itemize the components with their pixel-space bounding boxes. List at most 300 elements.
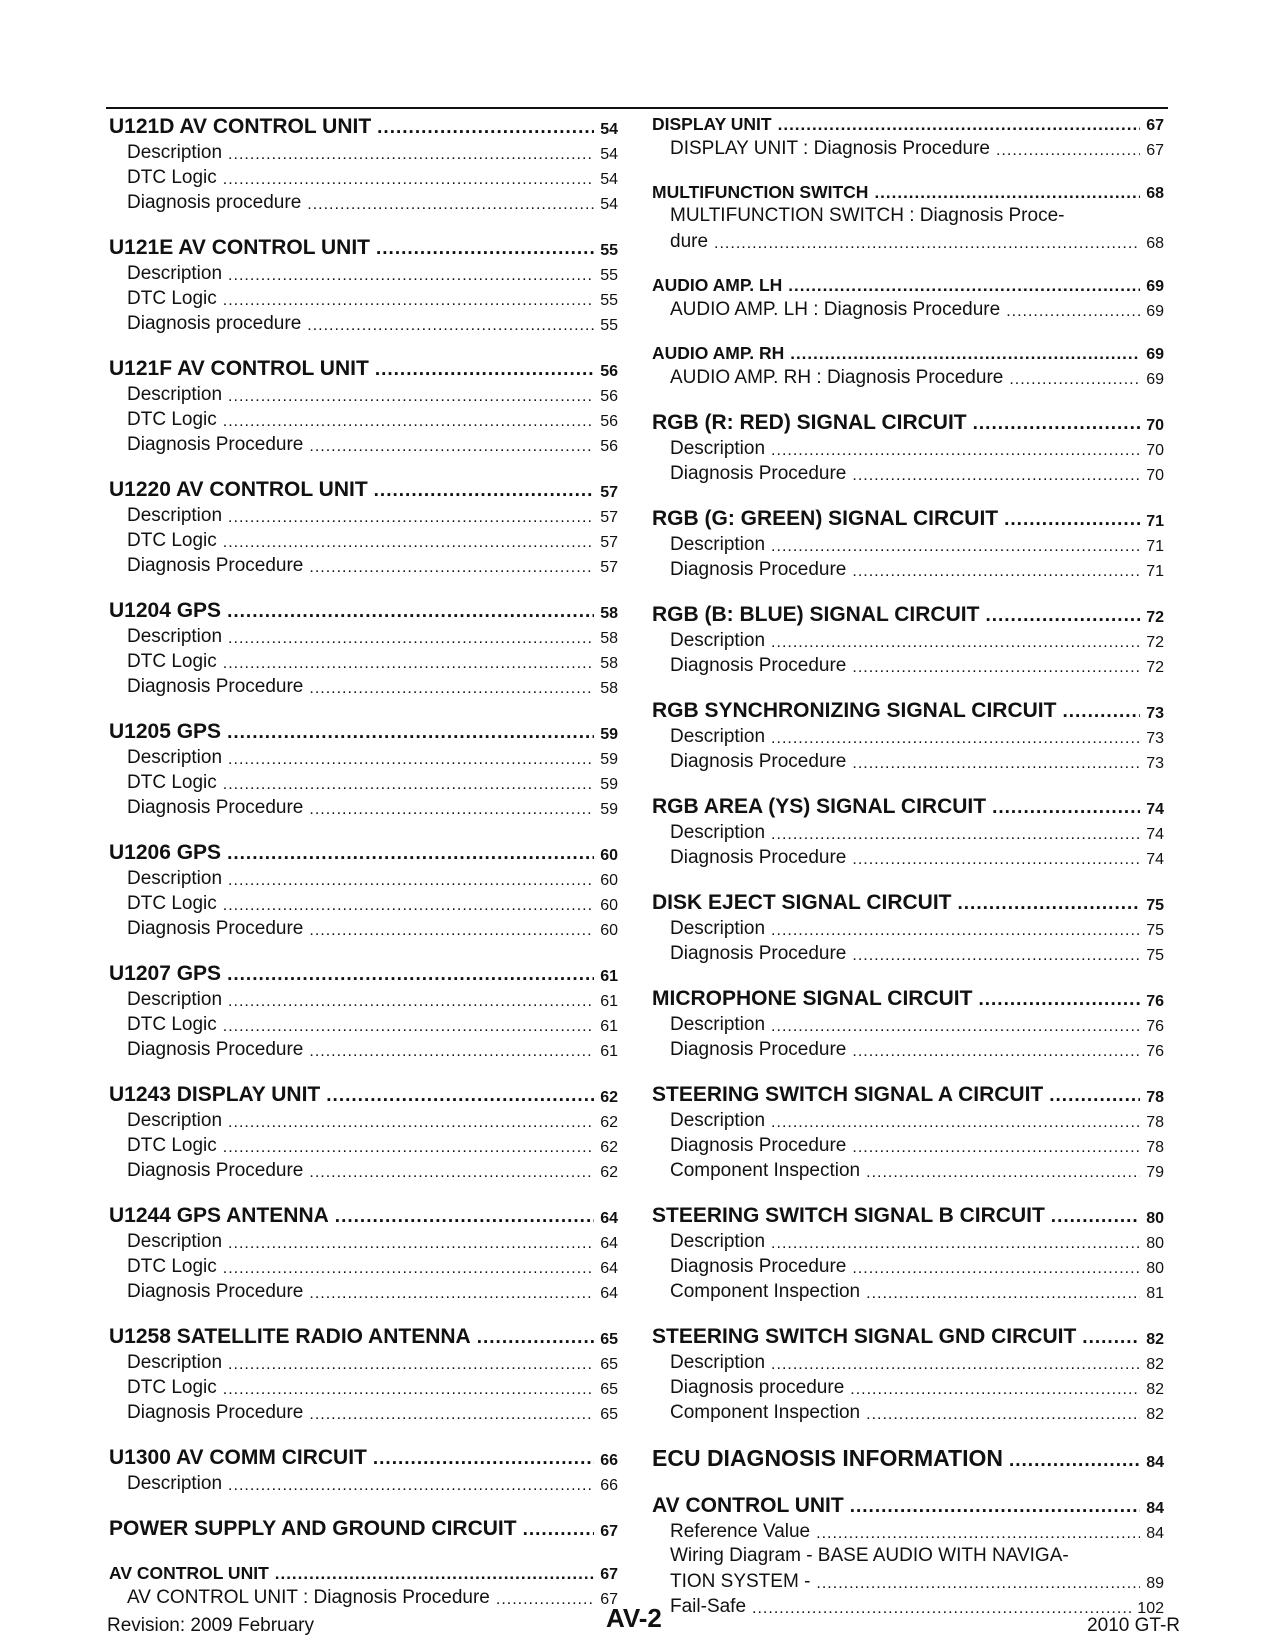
toc-page-number: 80 bbox=[1146, 1235, 1164, 1252]
toc-section-u1300-av-comm-circuit[interactable] bbox=[109, 1440, 618, 1470]
toc-section-u121d-av-control-unit[interactable] bbox=[109, 109, 618, 139]
dot-leader bbox=[228, 1114, 594, 1132]
toc-subentry[interactable] bbox=[109, 1036, 618, 1061]
toc-entry-title: TION SYSTEM - bbox=[670, 1571, 811, 1592]
toc-entry-title: STEERING SWITCH SIGNAL GND CIRCUIT bbox=[652, 1325, 1077, 1348]
toc-subentry[interactable] bbox=[652, 1253, 1164, 1278]
toc-subentry[interactable] bbox=[652, 1518, 1164, 1543]
dot-leader bbox=[790, 344, 1140, 364]
toc-section-u1207-gps[interactable] bbox=[109, 956, 618, 986]
toc-section-u1205-gps[interactable] bbox=[109, 714, 618, 744]
dot-leader bbox=[228, 1356, 594, 1374]
toc-subentry[interactable] bbox=[652, 296, 1164, 321]
toc-section-steering-switch-signal-gnd-circuit[interactable] bbox=[652, 1319, 1164, 1349]
toc-section-av-control-unit[interactable] bbox=[652, 1488, 1164, 1518]
toc-page-number: 56 bbox=[600, 363, 618, 380]
toc-subentry[interactable] bbox=[652, 1228, 1164, 1253]
dot-leader bbox=[1009, 1450, 1140, 1472]
toc-subentry[interactable] bbox=[652, 556, 1164, 581]
toc-entry-title: Diagnosis Procedure bbox=[670, 655, 847, 676]
toc-page-number: 57 bbox=[600, 484, 618, 501]
toc-subentry[interactable] bbox=[109, 189, 618, 214]
toc-subentry[interactable] bbox=[109, 381, 618, 406]
toc-entry-title: Description bbox=[127, 1352, 223, 1373]
toc-subentry[interactable] bbox=[652, 460, 1164, 485]
toc-entry-title: Description bbox=[127, 989, 223, 1010]
toc-entry-title: Diagnosis Procedure bbox=[670, 463, 847, 484]
toc-subentry[interactable] bbox=[109, 406, 618, 431]
dot-leader bbox=[496, 1591, 594, 1609]
dot-leader bbox=[228, 993, 594, 1011]
dot-leader bbox=[335, 1206, 594, 1228]
toc-subentry[interactable] bbox=[109, 1470, 618, 1495]
toc-entry-title: Diagnosis Procedure bbox=[127, 1281, 304, 1302]
toc-entry-title: DISPLAY UNIT bbox=[652, 114, 772, 134]
dot-leader bbox=[223, 171, 594, 189]
dot-leader bbox=[309, 680, 594, 698]
toc-entry-title: Description bbox=[670, 822, 766, 843]
dot-leader bbox=[850, 1381, 1140, 1399]
toc-subentry[interactable] bbox=[652, 1036, 1164, 1061]
toc-page-number: 69 bbox=[1146, 278, 1164, 295]
dot-leader bbox=[309, 559, 594, 577]
toc-subentry[interactable] bbox=[109, 915, 618, 940]
dot-leader bbox=[223, 292, 594, 310]
toc-page-number: 72 bbox=[1146, 609, 1164, 626]
toc-section-ecu-diagnosis-information[interactable] bbox=[652, 1440, 1164, 1472]
toc-left-column bbox=[109, 109, 618, 1609]
dot-leader bbox=[307, 317, 594, 335]
toc-subentry[interactable] bbox=[109, 673, 618, 698]
toc-page-number: 67 bbox=[600, 1591, 618, 1608]
toc-page-number: 68 bbox=[1146, 185, 1164, 202]
toc-page-number: 65 bbox=[600, 1331, 618, 1348]
toc-entry-title: RGB (B: BLUE) SIGNAL CIRCUIT bbox=[652, 603, 980, 626]
dot-leader bbox=[852, 659, 1140, 677]
toc-subentry[interactable] bbox=[109, 794, 618, 819]
toc-subentry[interactable] bbox=[109, 1228, 618, 1253]
toc-page-number: 84 bbox=[1146, 1500, 1164, 1517]
toc-entry-title: Description bbox=[127, 384, 223, 405]
dot-leader bbox=[309, 1285, 594, 1303]
toc-page-number: 54 bbox=[600, 196, 618, 213]
dot-leader bbox=[1009, 371, 1140, 389]
toc-page-number: 57 bbox=[600, 559, 618, 576]
toc-entry-title: Diagnosis Procedure bbox=[670, 943, 847, 964]
toc-subentry[interactable] bbox=[109, 1107, 618, 1132]
toc-page-number: 66 bbox=[600, 1452, 618, 1469]
toc-section-audio-amp-rh[interactable] bbox=[652, 338, 1164, 364]
dot-leader bbox=[996, 142, 1140, 160]
toc-entry-title: U121D AV CONTROL UNIT bbox=[109, 115, 372, 138]
toc-entry-title: RGB SYNCHRONIZING SIGNAL CIRCUIT bbox=[652, 699, 1057, 722]
dot-leader bbox=[714, 235, 1140, 253]
toc-subentry[interactable] bbox=[109, 865, 618, 890]
toc-entry-title: U1244 GPS ANTENNA bbox=[109, 1204, 329, 1227]
toc-page-number: 65 bbox=[600, 1356, 618, 1373]
toc-subentry[interactable] bbox=[652, 364, 1164, 389]
toc-subentry[interactable] bbox=[652, 135, 1164, 160]
toc-subentry[interactable] bbox=[109, 744, 618, 769]
toc-subentry[interactable] bbox=[652, 1107, 1164, 1132]
dot-leader bbox=[978, 989, 1140, 1011]
toc-section-u1204-gps[interactable] bbox=[109, 593, 618, 623]
toc-page-number: 55 bbox=[600, 242, 618, 259]
toc-entry-title: AUDIO AMP. LH bbox=[652, 275, 783, 295]
dot-leader bbox=[992, 797, 1140, 819]
toc-page-number: 78 bbox=[1146, 1139, 1164, 1156]
toc-page-number: 54 bbox=[600, 171, 618, 188]
toc-page-number: 55 bbox=[600, 317, 618, 334]
toc-subentry[interactable] bbox=[652, 531, 1164, 556]
toc-section-microphone-signal-circuit[interactable] bbox=[652, 981, 1164, 1011]
toc-subentry[interactable] bbox=[652, 1349, 1164, 1374]
toc-entry-title: DTC Logic bbox=[127, 651, 217, 672]
toc-page-number: 69 bbox=[1146, 346, 1164, 363]
toc-entry-title: U121F AV CONTROL UNIT bbox=[109, 357, 369, 380]
toc-page-number: 62 bbox=[600, 1114, 618, 1131]
toc-entry-title: Description bbox=[127, 142, 223, 163]
toc-section-u1243-display-unit[interactable] bbox=[109, 1077, 618, 1107]
toc-page-number: 59 bbox=[600, 801, 618, 818]
toc-subentry[interactable] bbox=[652, 940, 1164, 965]
toc-page-number: 72 bbox=[1146, 659, 1164, 676]
toc-entry-title: DISPLAY UNIT : Diagnosis Procedure bbox=[670, 138, 990, 159]
toc-section-u1258-satellite-radio-antenna[interactable] bbox=[109, 1319, 618, 1349]
toc-entry-title: DTC Logic bbox=[127, 1135, 217, 1156]
toc-entry-title: DTC Logic bbox=[127, 167, 217, 188]
toc-section-u1220-av-control-unit[interactable] bbox=[109, 472, 618, 502]
toc-page-number: 74 bbox=[1146, 801, 1164, 818]
toc-page-number: 68 bbox=[1146, 235, 1164, 252]
toc-page-number: 61 bbox=[600, 1018, 618, 1035]
toc-subentry[interactable] bbox=[109, 1157, 618, 1182]
toc-entry-title: DTC Logic bbox=[127, 288, 217, 309]
toc-subentry[interactable] bbox=[109, 310, 618, 335]
toc-page-number: 62 bbox=[600, 1089, 618, 1106]
toc-entry-title: DTC Logic bbox=[127, 530, 217, 551]
toc-section-rgb-r-red-signal-circuit[interactable] bbox=[652, 405, 1164, 435]
toc-entry-title: MULTIFUNCTION SWITCH bbox=[652, 182, 869, 202]
toc-page-number: 56 bbox=[600, 438, 618, 455]
toc-section-power-supply-and-ground-circuit[interactable] bbox=[109, 1511, 618, 1541]
toc-entry-title: Description bbox=[670, 918, 766, 939]
dot-leader bbox=[375, 359, 594, 381]
toc-page-number: 84 bbox=[1146, 1525, 1164, 1542]
dot-leader bbox=[771, 826, 1140, 844]
toc-page-number: 62 bbox=[600, 1139, 618, 1156]
toc-subentry[interactable] bbox=[109, 1584, 618, 1609]
toc-subentry[interactable] bbox=[652, 1157, 1164, 1182]
toc-section-multifunction-switch[interactable] bbox=[652, 177, 1164, 203]
toc-subentry[interactable] bbox=[652, 228, 1164, 253]
dot-leader bbox=[223, 897, 594, 915]
toc-page-number: 67 bbox=[1146, 117, 1164, 134]
toc-subentry[interactable] bbox=[109, 1278, 618, 1303]
toc-page-number: 71 bbox=[1146, 513, 1164, 530]
toc-entry-title: RGB (R: RED) SIGNAL CIRCUIT bbox=[652, 411, 967, 434]
dot-leader bbox=[816, 1525, 1140, 1543]
toc-page-number: 60 bbox=[600, 847, 618, 864]
toc-section-u1244-gps-antenna[interactable] bbox=[109, 1198, 618, 1228]
toc-subentry[interactable] bbox=[109, 552, 618, 577]
toc-page-number: 71 bbox=[1146, 563, 1164, 580]
toc-subentry[interactable] bbox=[109, 1011, 618, 1036]
toc-page-number: 73 bbox=[1146, 730, 1164, 747]
toc-page-number: 60 bbox=[600, 922, 618, 939]
toc-entry-title: Diagnosis Procedure bbox=[670, 1135, 847, 1156]
toc-subentry[interactable] bbox=[109, 260, 618, 285]
dot-leader bbox=[223, 1260, 594, 1278]
toc-entry-title: Description bbox=[670, 1110, 766, 1131]
toc-entry-title: Reference Value bbox=[670, 1521, 811, 1542]
dot-leader bbox=[771, 538, 1140, 556]
dot-leader bbox=[771, 922, 1140, 940]
toc-page-number: 82 bbox=[1146, 1356, 1164, 1373]
toc-entry-title: Diagnosis Procedure bbox=[127, 676, 304, 697]
dot-leader bbox=[228, 872, 594, 890]
toc-subentry[interactable] bbox=[109, 648, 618, 673]
toc-page-number: 69 bbox=[1146, 303, 1164, 320]
toc-section-u1206-gps[interactable] bbox=[109, 835, 618, 865]
toc-entry-title: AV CONTROL UNIT bbox=[652, 1494, 844, 1517]
toc-entry-title: AV CONTROL UNIT bbox=[109, 1563, 269, 1583]
toc-entry-title: RGB AREA (YS) SIGNAL CIRCUIT bbox=[652, 795, 987, 818]
toc-section-disk-eject-signal-circuit[interactable] bbox=[652, 885, 1164, 915]
dot-leader bbox=[309, 438, 594, 456]
footer-revision: Revision: 2009 February bbox=[107, 1615, 314, 1636]
dot-leader bbox=[866, 1285, 1140, 1303]
toc-section-rgb-area-ys-signal-circuit[interactable] bbox=[652, 789, 1164, 819]
dot-leader bbox=[985, 605, 1140, 627]
toc-page-number: 73 bbox=[1146, 755, 1164, 772]
dot-leader bbox=[771, 1235, 1140, 1253]
dot-leader bbox=[1082, 1327, 1140, 1349]
toc-entry-title: DISK EJECT SIGNAL CIRCUIT bbox=[652, 891, 952, 914]
toc-subentry[interactable] bbox=[109, 986, 618, 1011]
dot-leader bbox=[374, 480, 595, 502]
toc-page-number: 57 bbox=[600, 534, 618, 551]
toc-entry-title: Description bbox=[670, 630, 766, 651]
toc-page-number: 72 bbox=[1146, 634, 1164, 651]
toc-section-audio-amp-lh[interactable] bbox=[652, 270, 1164, 296]
toc-entry-title: RGB (G: GREEN) SIGNAL CIRCUIT bbox=[652, 507, 999, 530]
toc-entry-title: Diagnosis Procedure bbox=[127, 1402, 304, 1423]
dot-leader bbox=[771, 442, 1140, 460]
dot-leader bbox=[228, 630, 594, 648]
toc-entry-title: Fail-Safe bbox=[670, 1596, 747, 1617]
toc-subentry[interactable] bbox=[109, 1349, 618, 1374]
toc-subentry[interactable] bbox=[109, 769, 618, 794]
dot-leader bbox=[373, 1448, 594, 1470]
dot-leader bbox=[852, 467, 1140, 485]
toc-page-number: 60 bbox=[600, 897, 618, 914]
toc-page-number: 74 bbox=[1146, 851, 1164, 868]
toc-page-number: 61 bbox=[600, 968, 618, 985]
toc-subentry[interactable] bbox=[652, 627, 1164, 652]
toc-entry-title: Description bbox=[670, 534, 766, 555]
toc-page-number: 102 bbox=[1137, 1600, 1164, 1617]
toc-entry-title: AUDIO AMP. RH : Diagnosis Procedure bbox=[670, 367, 1004, 388]
toc-page-number: 67 bbox=[600, 1566, 618, 1583]
toc-page-number: 74 bbox=[1146, 826, 1164, 843]
toc-subentry[interactable] bbox=[652, 844, 1164, 869]
dot-leader bbox=[309, 1406, 594, 1424]
toc-page-number: 82 bbox=[1146, 1406, 1164, 1423]
toc-entry-title: Description bbox=[127, 1473, 223, 1494]
toc-entry-title: Description bbox=[127, 747, 223, 768]
toc-page-number: 84 bbox=[1146, 1454, 1164, 1471]
toc-entry-title: DTC Logic bbox=[127, 1014, 217, 1035]
toc-section-av-control-unit[interactable] bbox=[109, 1558, 618, 1584]
toc-subentry[interactable] bbox=[652, 1399, 1164, 1424]
toc-entry-title: U1204 GPS bbox=[109, 599, 222, 622]
toc-page-number: 64 bbox=[600, 1285, 618, 1302]
toc-subentry[interactable] bbox=[109, 1253, 618, 1278]
dot-leader bbox=[866, 1406, 1140, 1424]
dot-leader bbox=[376, 238, 594, 260]
dot-leader bbox=[227, 843, 594, 865]
toc-section-steering-switch-signal-b-circuit[interactable] bbox=[652, 1198, 1164, 1228]
toc-section-rgb-g-green-signal-circuit[interactable] bbox=[652, 501, 1164, 531]
toc-page-number: 61 bbox=[600, 1043, 618, 1060]
toc-entry-title: Description bbox=[127, 626, 223, 647]
toc-page-number: 81 bbox=[1146, 1285, 1164, 1302]
dot-leader bbox=[866, 1164, 1140, 1182]
toc-subentry[interactable] bbox=[109, 164, 618, 189]
toc-subentry[interactable] bbox=[109, 502, 618, 527]
toc-entry-title: Description bbox=[127, 505, 223, 526]
toc-entry-title: STEERING SWITCH SIGNAL A CIRCUIT bbox=[652, 1083, 1044, 1106]
toc-page-number: 75 bbox=[1146, 897, 1164, 914]
dot-leader bbox=[228, 1235, 594, 1253]
toc-subentry[interactable] bbox=[109, 1374, 618, 1399]
toc-subentry[interactable] bbox=[652, 1278, 1164, 1303]
toc-page-number: 56 bbox=[600, 388, 618, 405]
toc-page-number: 80 bbox=[1146, 1260, 1164, 1277]
dot-leader bbox=[227, 722, 594, 744]
toc-entry-title: AUDIO AMP. LH : Diagnosis Procedure bbox=[670, 299, 1001, 320]
dot-leader bbox=[771, 1114, 1140, 1132]
toc-subentry[interactable] bbox=[109, 623, 618, 648]
toc-section-rgb-synchronizing-signal-circuit[interactable] bbox=[652, 693, 1164, 723]
dot-leader bbox=[852, 1260, 1140, 1278]
toc-subentry[interactable] bbox=[109, 1399, 618, 1424]
dot-leader bbox=[223, 1139, 594, 1157]
dot-leader bbox=[223, 413, 594, 431]
toc-subentry[interactable] bbox=[652, 1011, 1164, 1036]
dot-leader bbox=[227, 601, 594, 623]
toc-entry-title: U1206 GPS bbox=[109, 841, 222, 864]
toc-entry-title: U1300 AV COMM CIRCUIT bbox=[109, 1446, 367, 1469]
toc-page-number: 75 bbox=[1146, 922, 1164, 939]
toc-entry-title: Diagnosis procedure bbox=[127, 192, 302, 213]
toc-subentry[interactable] bbox=[109, 285, 618, 310]
dot-leader bbox=[771, 730, 1140, 748]
toc-section-u121f-av-control-unit[interactable] bbox=[109, 351, 618, 381]
toc-subentry[interactable] bbox=[652, 1132, 1164, 1157]
footer-model: 2010 GT-R bbox=[1087, 1615, 1180, 1636]
toc-subentry[interactable] bbox=[652, 1568, 1164, 1593]
toc-entry-title: DTC Logic bbox=[127, 893, 217, 914]
dot-leader bbox=[307, 196, 594, 214]
toc-page-number: 66 bbox=[600, 1477, 618, 1494]
toc-page-number: 67 bbox=[1146, 142, 1164, 159]
toc-entry-title: AV CONTROL UNIT : Diagnosis Procedure bbox=[127, 1587, 490, 1608]
dot-leader bbox=[852, 755, 1140, 773]
dot-leader bbox=[275, 1564, 594, 1584]
toc-page-number: 73 bbox=[1146, 705, 1164, 722]
toc-subentry[interactable] bbox=[652, 819, 1164, 844]
toc-page-number: 70 bbox=[1146, 442, 1164, 459]
toc-entry-title: Diagnosis Procedure bbox=[127, 1039, 304, 1060]
toc-section-rgb-b-blue-signal-circuit[interactable] bbox=[652, 597, 1164, 627]
toc-page-number: 58 bbox=[600, 605, 618, 622]
dot-leader bbox=[1062, 701, 1140, 723]
dot-leader bbox=[771, 1356, 1140, 1374]
toc-subentry-line: MULTIFUNCTION SWITCH : Diagnosis Proce- bbox=[670, 205, 1065, 226]
toc-subentry[interactable] bbox=[652, 652, 1164, 677]
dot-leader bbox=[309, 1164, 594, 1182]
toc-section-display-unit[interactable] bbox=[652, 109, 1164, 135]
toc-section-steering-switch-signal-a-circuit[interactable] bbox=[652, 1077, 1164, 1107]
dot-leader bbox=[309, 922, 594, 940]
toc-page-number: 82 bbox=[1146, 1381, 1164, 1398]
toc-entry-title: Diagnosis Procedure bbox=[670, 559, 847, 580]
dot-leader bbox=[771, 1018, 1140, 1036]
dot-leader bbox=[228, 751, 594, 769]
toc-subentry[interactable] bbox=[109, 1132, 618, 1157]
toc-subentry[interactable] bbox=[109, 139, 618, 164]
toc-page-number: 60 bbox=[600, 872, 618, 889]
dot-leader bbox=[874, 183, 1140, 203]
toc-subentry[interactable] bbox=[652, 915, 1164, 940]
toc-subentry[interactable] bbox=[652, 723, 1164, 748]
toc-subentry[interactable] bbox=[652, 435, 1164, 460]
toc-entry-title: Diagnosis Procedure bbox=[127, 918, 304, 939]
dot-leader bbox=[771, 634, 1140, 652]
toc-page-number: 62 bbox=[600, 1164, 618, 1181]
dot-leader bbox=[228, 1477, 594, 1495]
toc-entry-title: Diagnosis Procedure bbox=[127, 1160, 304, 1181]
dot-leader bbox=[816, 1575, 1140, 1593]
toc-entry-title: Component Inspection bbox=[670, 1281, 861, 1302]
toc-subentry[interactable] bbox=[652, 1374, 1164, 1399]
toc-entry-title: Description bbox=[670, 1014, 766, 1035]
toc-section-u121e-av-control-unit[interactable] bbox=[109, 230, 618, 260]
toc-subentry[interactable] bbox=[109, 890, 618, 915]
toc-entry-title: Description bbox=[670, 438, 766, 459]
toc-subentry[interactable] bbox=[652, 748, 1164, 773]
toc-entry-title: Diagnosis Procedure bbox=[127, 434, 304, 455]
dot-leader bbox=[852, 947, 1140, 965]
toc-page-number: 57 bbox=[600, 509, 618, 526]
toc-subentry[interactable] bbox=[109, 431, 618, 456]
dot-leader bbox=[228, 267, 594, 285]
toc-page-number: 75 bbox=[1146, 947, 1164, 964]
toc-page-number: 54 bbox=[600, 121, 618, 138]
toc-subentry[interactable] bbox=[109, 527, 618, 552]
dot-leader bbox=[326, 1085, 594, 1107]
toc-entry-title: U1243 DISPLAY UNIT bbox=[109, 1083, 321, 1106]
toc-entry-title: Description bbox=[127, 1231, 223, 1252]
dot-leader bbox=[850, 1496, 1140, 1518]
toc-entry-title: Diagnosis procedure bbox=[127, 313, 302, 334]
toc-entry-title: Diagnosis Procedure bbox=[670, 1256, 847, 1277]
dot-leader bbox=[852, 563, 1140, 581]
dot-leader bbox=[778, 115, 1141, 135]
dot-leader bbox=[752, 1600, 1131, 1618]
